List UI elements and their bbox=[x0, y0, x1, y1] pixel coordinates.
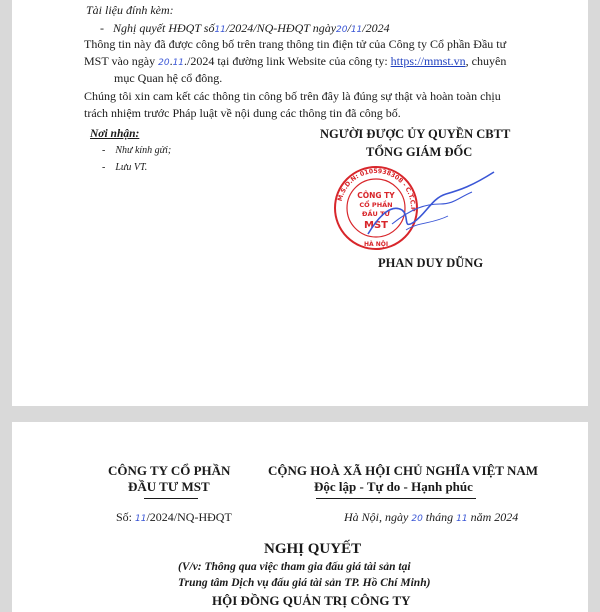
recipients-label: Nơi nhận: bbox=[90, 128, 140, 140]
document-date: Hà Nội, ngày 20 tháng 11 năm 2024 bbox=[344, 510, 519, 524]
para2-line2: trách nhiệm trước Pháp luật về nội dung các thông tin đã công bố. bbox=[84, 106, 401, 120]
website-link[interactable]: https://mmst.vn bbox=[390, 54, 466, 68]
handwritten-number: 11 bbox=[214, 25, 226, 35]
handwritten-day: 20 bbox=[411, 514, 423, 524]
seal-text: CỔ PHẦN bbox=[359, 201, 393, 209]
seal-ring-text: M.S.D.N: 0105938308 - C.T.C.P bbox=[336, 167, 417, 212]
handwritten-signature bbox=[362, 164, 502, 254]
para1-line2: MST vào ngày 20.11./2024 tại đường link Website của công ty: https://mmst.vn, chuyên bbox=[84, 54, 507, 68]
para1-line3: mục Quan hệ cổ đông. bbox=[114, 71, 223, 85]
cut-heading: HỘI ĐỒNG QUẢN TRỊ CÔNG TY bbox=[212, 593, 411, 608]
letter-page bbox=[12, 0, 588, 406]
republic-heading: CỘNG HOÀ XÃ HỘI CHỦ NGHĨA VIỆT NAM bbox=[268, 463, 539, 478]
document-subject: (V/v: Thông qua việc tham gia đấu giá tài sản tại bbox=[178, 561, 411, 573]
company-name-line2: ĐẦU TƯ MST bbox=[128, 479, 210, 494]
document-subject-line2: Trung tâm Dịch vụ đấu giá tài sản TP. Hồ Chí Minh) bbox=[178, 577, 431, 589]
handwritten-day: 20 bbox=[336, 25, 348, 35]
resolution-page bbox=[12, 422, 588, 612]
signer-title: NGƯỜI ĐƯỢC ỦY QUYỀN CBTT bbox=[320, 127, 511, 141]
company-name: CÔNG TY CỔ PHẦN bbox=[108, 463, 231, 478]
divider bbox=[144, 498, 198, 499]
recipient-item: - Như kính gửi; bbox=[102, 145, 172, 156]
seal-text: CÔNG TY bbox=[357, 191, 395, 200]
document-number: Số: 11/2024/NQ-HĐQT bbox=[116, 510, 232, 524]
document-title: NGHỊ QUYẾT bbox=[264, 541, 362, 557]
seal-text: ĐẦU TƯ bbox=[362, 210, 390, 218]
seal-text: MST bbox=[364, 220, 388, 231]
para1-line1: Thông tin này đã được công bố trên trang thông tin điện tử của Công ty Cổ phần Đầu tư bbox=[84, 37, 507, 51]
handwritten-day: 20 bbox=[158, 58, 170, 68]
attachment-item: - Nghị quyết HĐQT số11/2024/NQ-HĐQT ngày20/11/2024 bbox=[100, 21, 390, 35]
seal-city: HÀ NỘI bbox=[363, 241, 389, 248]
national-motto: Độc lập - Tự do - Hạnh phúc bbox=[314, 479, 473, 494]
handwritten-number: 11 bbox=[135, 514, 147, 524]
handwritten-month: 11 bbox=[456, 514, 468, 524]
signer-name: PHAN DUY DŨNG bbox=[378, 256, 484, 270]
para2-line1: Chúng tôi xin cam kết các thông tin công bố trên đây là đúng sự thật và hoàn toàn chịu bbox=[84, 89, 501, 103]
handwritten-month: 11 bbox=[172, 58, 185, 68]
divider bbox=[316, 498, 476, 499]
attachment-label: Tài liệu đính kèm: bbox=[86, 3, 174, 17]
recipient-item: - Lưu VT. bbox=[102, 162, 148, 173]
signer-position: TỔNG GIÁM ĐỐC bbox=[366, 145, 473, 159]
handwritten-month: 11 bbox=[350, 25, 363, 35]
